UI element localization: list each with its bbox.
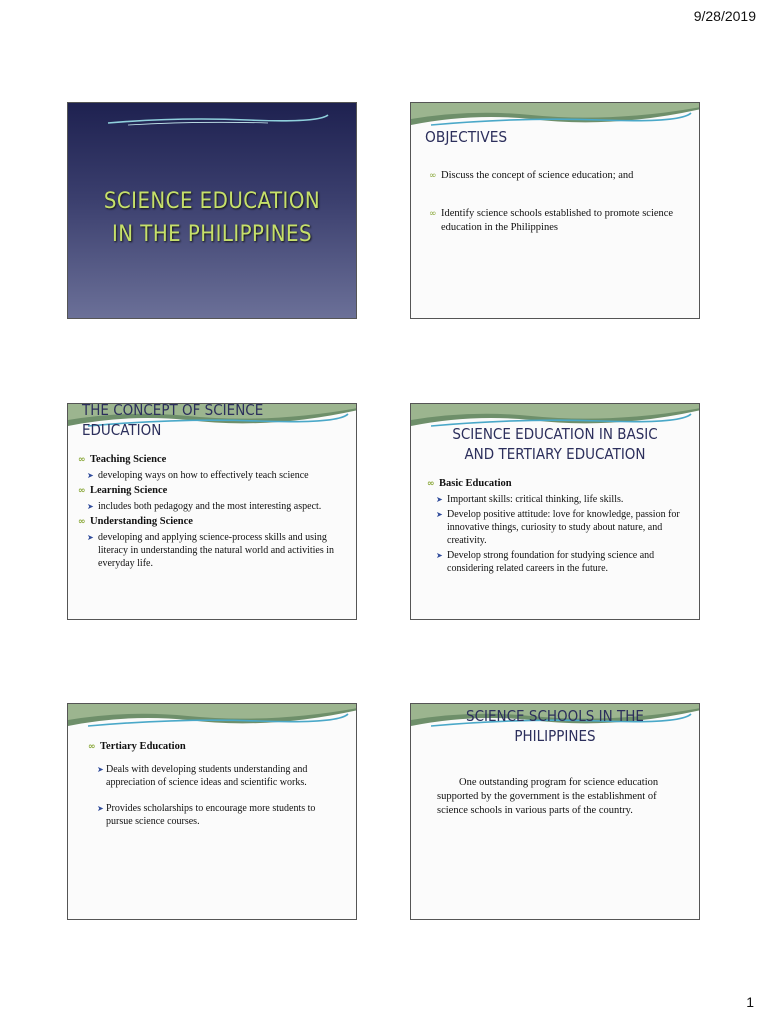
heading-understanding-science: ∞ Understanding Science xyxy=(78,515,342,529)
sub-basic-3: ➤ Develop strong foundation for studying science and considering related careers in the future. xyxy=(427,549,683,575)
page-number: 1 xyxy=(746,994,754,1010)
slide-6-paragraph: One outstanding program for science education supported by the government is the establishment of science schools in various parts of the country. xyxy=(437,777,659,816)
decorative-swoosh xyxy=(68,704,357,744)
heading-teaching-science: ∞ Teaching Science xyxy=(78,453,342,467)
slide-2-thumbnail[interactable] xyxy=(410,102,700,319)
sub-learning-science: ➤ includes both pedagogy and the most interesting aspect. xyxy=(78,500,342,513)
slide-1-thumbnail[interactable] xyxy=(67,102,357,319)
decorative-swoosh xyxy=(68,103,357,143)
slide-5-bullets xyxy=(88,740,336,830)
objective-2: ∞ Identify science schools established to promote science education in the Philippines xyxy=(429,207,677,235)
heading-learning-science: ∞ Learning Science xyxy=(78,484,342,498)
slide-3-title: THE CONCEPT OF SCIENCE EDUCATION xyxy=(82,403,264,439)
slide-6-title: SCIENCE SCHOOLS IN THE PHILIPPINES xyxy=(466,707,644,745)
slide-2-title: OBJECTIVES xyxy=(425,128,508,146)
slide-4-bullets xyxy=(427,477,683,577)
sub-basic-1: ➤ Important skills: critical thinking, life skills. xyxy=(427,493,683,506)
objective-1: ∞ Discuss the concept of science education; and xyxy=(429,169,677,183)
slide-2-bullets xyxy=(429,169,677,237)
sub-basic-2: ➤ Develop positive attitude: love for knowledge, passion for innovative things, curiosity to study about nature, and creativity. xyxy=(427,508,683,547)
heading-basic-education: ∞ Basic Education xyxy=(427,477,683,491)
sub-tertiary-1: ➤ Deals with developing students understanding and appreciation of science ideas and scientific works. xyxy=(88,763,336,789)
slide-6-thumbnail[interactable] xyxy=(410,703,700,920)
sub-tertiary-2: ➤ Provides scholarships to encourage more students to pursue science courses. xyxy=(88,802,336,828)
slide-4-title: SCIENCE EDUCATION IN BASIC AND TERTIARY EDUCATION xyxy=(452,425,658,463)
slide-4-thumbnail[interactable] xyxy=(410,403,700,620)
sub-teaching-science: ➤ developing ways on how to effectively teach science xyxy=(78,469,342,482)
slide-5-thumbnail[interactable] xyxy=(67,703,357,920)
slide-3-thumbnail[interactable] xyxy=(67,403,357,620)
slide-3-bullets xyxy=(78,453,342,572)
sub-understanding-science: ➤ developing and applying science-process skills and using literacy in understanding the natural world and activities in everyday life. xyxy=(78,531,342,570)
heading-tertiary-education: ∞ Tertiary Education xyxy=(88,740,336,754)
header-date: 9/28/2019 xyxy=(693,8,756,24)
slide-1-title: SCIENCE EDUCATION IN THE PHILIPPINES xyxy=(103,189,321,247)
